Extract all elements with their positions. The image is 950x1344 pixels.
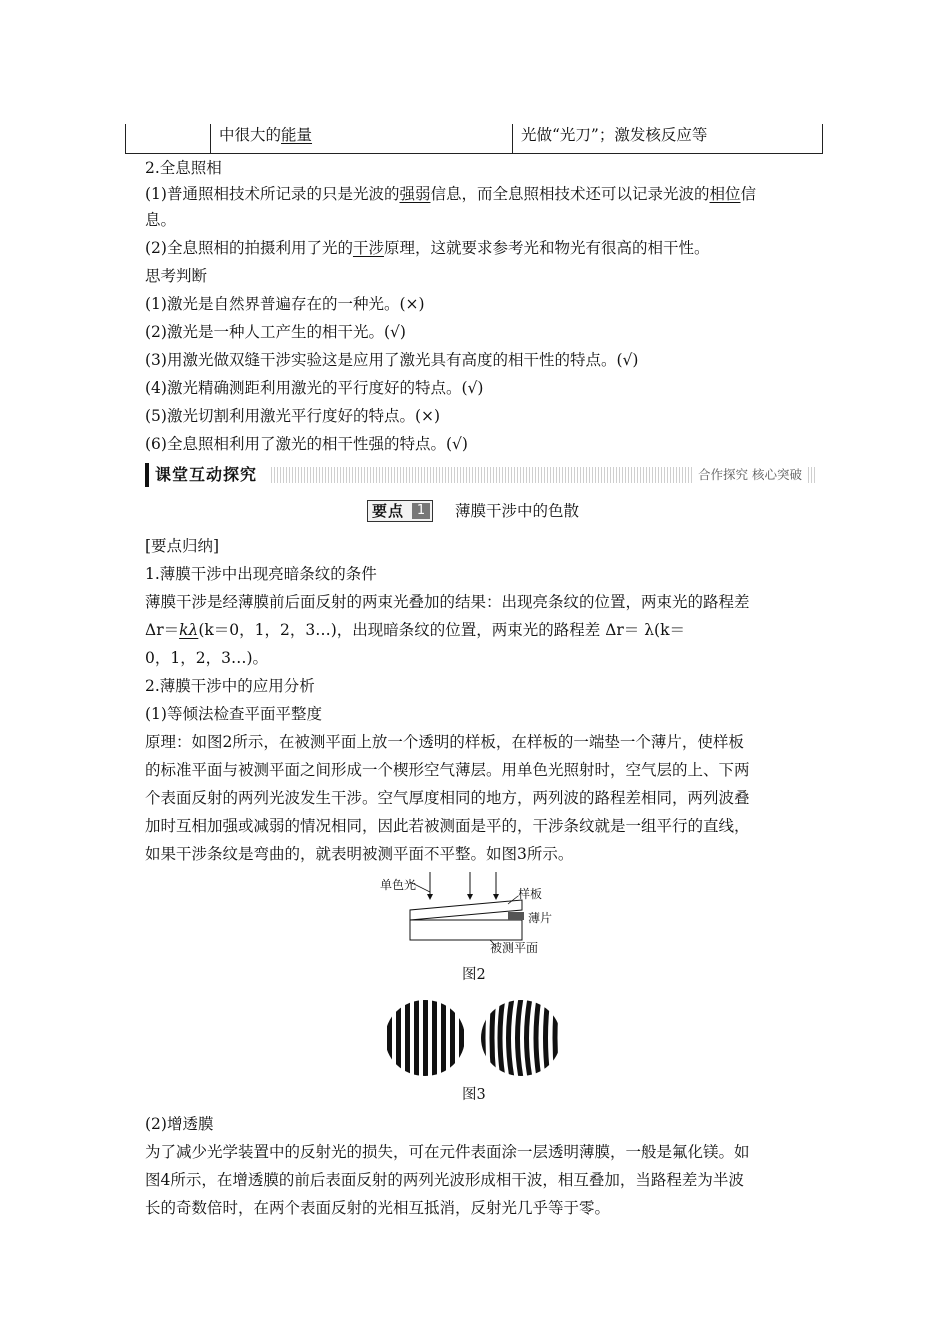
figure-2-label-sheet: 薄片 <box>528 911 553 925</box>
text: 信 <box>740 185 757 203</box>
figure-3-fringes <box>384 998 564 1078</box>
incident-light-arrows <box>430 872 496 898</box>
text: Δr＝ <box>145 621 180 639</box>
underlined-answer: 干涉 <box>352 239 384 257</box>
text: 原理，这就要求参考光和物光有很高的相干性。 <box>383 239 710 257</box>
judge-item: (3)用激光做双缝干涉实验这是应用了激光具有高度的相干性的特点。(√) <box>145 351 639 369</box>
summary-line-2 <box>145 620 685 640</box>
text: (k＝0，1，2，3…)，出现暗条纹的位置，两束光的路程差 Δr＝ λ(k＝ <box>198 621 685 639</box>
underlined-answer: 强弱 <box>399 185 431 203</box>
summary-tag: [要点归纳] <box>145 537 220 555</box>
underlined-answer: 能量 <box>281 126 313 144</box>
summary-heading-1: 1.薄膜干涉中出现亮暗条纹的条件 <box>145 565 377 583</box>
text: (1)普通照相技术所记录的只是光波的 <box>145 185 400 203</box>
coating-heading: (2)增透膜 <box>145 1115 214 1133</box>
table-cell-empty <box>126 124 211 153</box>
text: 中很大的 <box>219 126 282 144</box>
table-cell-text: 光做“光刀”；激发核反应等 <box>521 126 708 144</box>
judge-item: (6)全息照相利用了激光的相干性强的特点。(√) <box>145 435 468 453</box>
judge-item: (1)激光是自然界普遍存在的一种光。(×) <box>145 295 425 313</box>
table-cell-text <box>219 125 312 145</box>
principle-line-last: 如果干涉条纹是弯曲的，就表明被测平面不平整。如图3所示。 <box>145 845 574 863</box>
text: 信息，而全息照相技术还可以记录光波的 <box>430 185 710 203</box>
key-point-label: 要点 <box>372 502 405 520</box>
principle-line: 加时互相加强或减弱的情况相同，因此若被测面是平的，干涉条纹就是一组平行的直线， <box>145 817 750 835</box>
underlined-answer: 相位 <box>709 185 741 203</box>
section-header-bar <box>145 463 820 487</box>
holography-heading: 2.全息照相 <box>145 159 222 177</box>
section-title: 课堂互动探究 <box>145 463 271 487</box>
thin-sheet <box>508 912 524 920</box>
coating-line: 图4所示，在增透膜的前后表面反射的两列光波形成相干波，相互叠加，当路程差为半波 <box>145 1171 744 1189</box>
judge-item: (4)激光精确测距利用激光的平行度好的特点。(√) <box>145 379 484 397</box>
coating-line: 为了减少光学装置中的反射光的损失，可在元件表面涂一层透明薄膜，一般是氟化镁。如 <box>145 1143 750 1161</box>
summary-line-3: 0，1，2，3…)。 <box>145 649 268 667</box>
coating-line-last: 长的奇数倍时，在两个表面反射的光相互抵消，反射光几乎等于零。 <box>145 1199 611 1217</box>
holography-p1-line1 <box>145 184 756 204</box>
section-subtitle: 合作探究 核心突破 <box>694 466 806 484</box>
key-point-title: 薄膜干涉中的色散 <box>455 502 580 520</box>
figure-2-caption: 图2 <box>462 967 486 983</box>
key-point-badge <box>367 500 433 522</box>
straight-fringes <box>387 998 464 1078</box>
table-fragment <box>125 124 823 154</box>
curved-fringes <box>483 998 557 1078</box>
text: (2)全息照相的拍摄利用了光的 <box>145 239 353 257</box>
principle-line: 原理：如图2所示，在被测平面上放一个透明的样板，在样板的一端垫一个薄片，使样板 <box>145 733 744 751</box>
figure-2-label-plate: 样板 <box>518 887 543 901</box>
table-cell-application <box>513 124 823 153</box>
summary-heading-2: 2.薄膜干涉中的应用分析 <box>145 677 315 695</box>
figure-2-label-light: 单色光 <box>380 878 417 892</box>
table-cell-energy <box>211 124 513 153</box>
figure-3-caption: 图3 <box>462 1087 486 1103</box>
figure-2-label-surface: 被测平面 <box>490 941 539 955</box>
principle-line: 的标准平面与被测平面之间形成一个楔形空气薄层。用单色光照射时，空气层的上、下两 <box>145 761 750 779</box>
sample-plate <box>410 900 522 920</box>
summary-subheading: (1)等倾法检查平面平整度 <box>145 705 322 723</box>
key-point-number: 1 <box>412 503 430 519</box>
tested-surface-block <box>410 920 522 940</box>
holography-p2 <box>145 238 710 258</box>
judge-item: (5)激光切割利用激光平行度好的特点。(×) <box>145 407 441 425</box>
judge-heading: 思考判断 <box>145 267 208 285</box>
holography-p1-line2: 息。 <box>145 211 177 229</box>
judge-item: (2)激光是一种人工产生的相干光。(√) <box>145 323 406 341</box>
summary-line-1: 薄膜干涉是经薄膜前后面反射的两束光叠加的结果：出现亮条纹的位置，两束光的路程差 <box>145 593 750 611</box>
underlined-answer: kλ <box>179 621 199 639</box>
principle-line: 个表面反射的两列光波发生干涉。空气厚度相同的地方，两列波的路程差相同，两列波叠 <box>145 789 750 807</box>
